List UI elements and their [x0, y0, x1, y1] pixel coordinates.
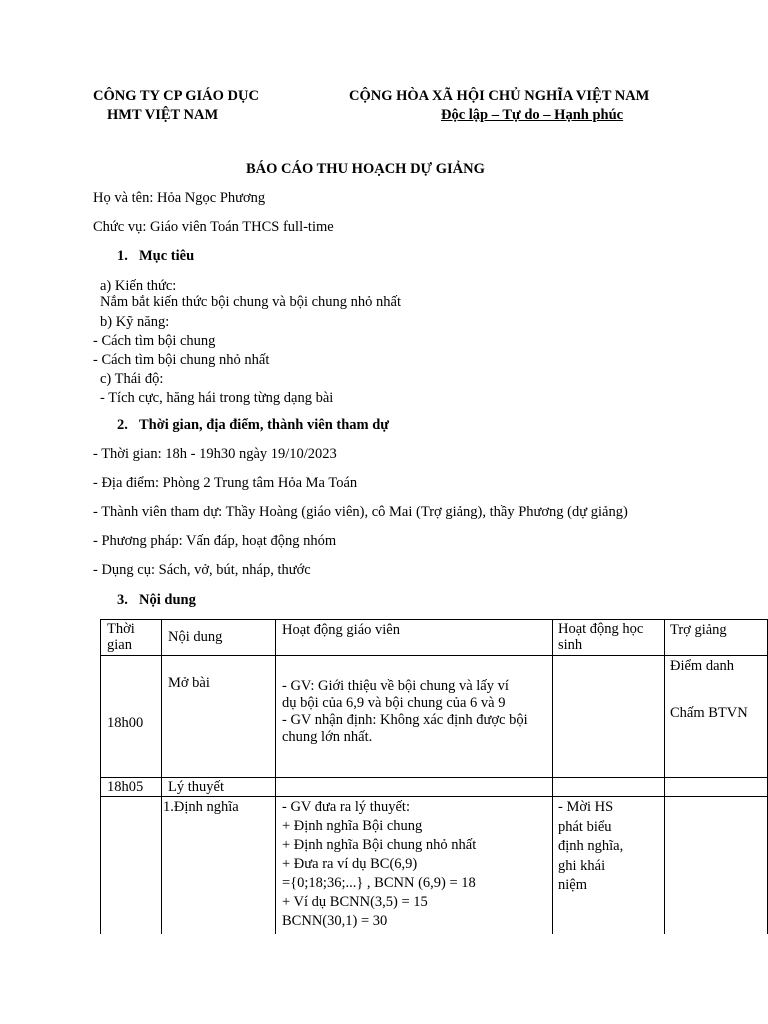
row1-teacher: [282, 678, 528, 746]
section2-heading: Thời gian, địa điểm, thành viên tham dự: [139, 417, 389, 433]
section2-number: 2.: [117, 417, 128, 433]
national-motto-line1: CỘNG HÒA XÃ HỘI CHỦ NGHĨA VIỆT NAM: [349, 88, 650, 104]
header-time-line: gian: [107, 637, 132, 653]
row1-teacher-line: - GV: Giới thiệu về bội chung và lấy ví: [282, 678, 509, 694]
table-border: [275, 619, 276, 934]
objective-line: a) Kiến thức:: [100, 278, 177, 294]
detail-line: - Thành viên tham dự: Thầy Hoàng (giáo viên), cô Mai (Trợ giảng), thầy Phương (dự giảng): [93, 504, 628, 520]
objective-line: - Cách tìm bội chung nhỏ nhất: [93, 352, 270, 368]
table-border: [100, 619, 101, 934]
objective-line: b) Kỹ năng:: [100, 314, 170, 330]
row3-teacher-line: + Ví dụ BCNN(3,5) = 15: [282, 894, 428, 910]
row3-content: 1.Định nghĩa: [163, 799, 239, 815]
table-border: [552, 619, 553, 934]
objective-line: - Tích cực, hăng hái trong từng dạng bài: [100, 390, 334, 406]
row3-student-line: phát biểu: [558, 818, 612, 835]
objective-line: c) Thái độ:: [100, 371, 164, 387]
detail-line: - Địa điểm: Phòng 2 Trung tâm Hỏa Ma Toán: [93, 475, 358, 491]
full-name: Họ và tên: Hỏa Ngọc Phương: [93, 190, 266, 206]
row3-teacher-line: BCNN(30,1) = 30: [282, 913, 388, 929]
row3-student-line: - Mời HS: [558, 799, 614, 815]
job-position: Chức vụ: Giáo viên Toán THCS full-time: [93, 219, 334, 235]
row3-teacher-line: + Đưa ra ví dụ BC(6,9): [282, 856, 418, 872]
company-name-line1: CÔNG TY CP GIÁO DỤC: [93, 88, 259, 104]
header-student: [558, 621, 643, 653]
header-student-line: sinh: [558, 637, 583, 653]
row1-assistant-attendance: Điểm danh: [670, 658, 735, 674]
row3-teacher: [282, 798, 476, 931]
header-student-line: Hoạt động học: [558, 621, 644, 637]
row2-content: Lý thuyết: [168, 779, 224, 795]
report-title: BÁO CÁO THU HOẠCH DỰ GIẢNG: [246, 161, 485, 177]
objective-line: - Cách tìm bội chung: [93, 333, 216, 349]
row3-student-line: ghi khái: [558, 857, 606, 874]
row1-time: 18h00: [107, 715, 144, 731]
row2-time: 18h05: [107, 779, 144, 795]
row1-assistant-homework: Chấm BTVN: [670, 705, 748, 721]
detail-line: - Phương pháp: Vấn đáp, hoạt động nhóm: [93, 533, 337, 549]
section1-number: 1.: [117, 248, 128, 264]
row3-student-line: niệm: [558, 877, 587, 893]
header-teacher: Hoạt động giáo viên: [282, 622, 400, 638]
row3-student: [558, 798, 623, 896]
header-time-line: Thời: [107, 621, 135, 637]
objective-line: Nắm bắt kiến thức bội chung và bội chung nhỏ nhất: [100, 294, 402, 310]
row3-teacher-line: + Định nghĩa Bội chung: [282, 818, 423, 834]
row1-teacher-line: - GV nhận định: Không xác định được bội: [282, 712, 528, 728]
table-border: [100, 655, 768, 656]
row3-teacher-line: + Định nghĩa Bội chung nhỏ nhất: [282, 837, 477, 853]
row3-teacher-line: - GV đưa ra lý thuyết:: [282, 799, 410, 815]
row1-teacher-line: chung lớn nhất.: [282, 729, 373, 745]
row1-content: Mở bài: [168, 675, 210, 691]
table-border: [100, 619, 768, 620]
table-border: [161, 619, 162, 934]
table-border: [664, 619, 665, 934]
header-assistant: Trợ giảng: [670, 622, 727, 638]
detail-line: - Thời gian: 18h - 19h30 ngày 19/10/2023: [93, 446, 337, 462]
section3-heading: Nội dung: [139, 592, 196, 608]
detail-line: - Dụng cụ: Sách, vở, bút, nháp, thước: [93, 562, 311, 578]
section3-number: 3.: [117, 592, 128, 608]
national-motto-line2: Độc lập – Tự do – Hạnh phúc: [441, 107, 624, 123]
row3-teacher-line: ={0;18;36;...} , BCNN (6,9) = 18: [282, 875, 476, 891]
header-content: Nội dung: [168, 629, 223, 645]
section1-heading: Mục tiêu: [139, 248, 195, 264]
row3-student-line: định nghĩa,: [558, 838, 624, 854]
row1-teacher-line: dụ bội của 6,9 và bội chung của 6 và 9: [282, 695, 506, 711]
company-name-line2: HMT VIỆT NAM: [107, 107, 219, 123]
header-time: [107, 621, 135, 653]
